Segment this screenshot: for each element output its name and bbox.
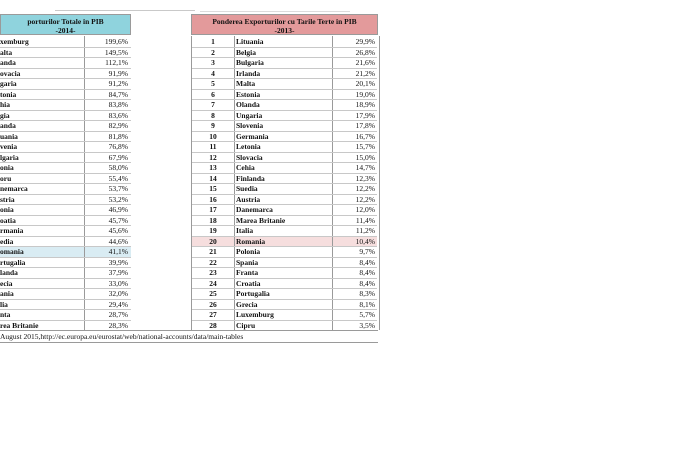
value-cell: 33,0% [108,278,128,288]
table-row [0,194,131,205]
rank-cell: 9 [192,120,235,131]
row-divider [192,267,377,268]
row-divider [0,152,131,153]
rank-cell: 5 [192,78,235,89]
row-divider [0,110,131,111]
value-cell: 53,2% [108,194,128,204]
country-cell: Belgia [236,47,333,58]
country-cell: Malta [236,78,333,89]
table-row [0,246,131,257]
value-cell: 3,5% [359,320,375,330]
top-rule [55,10,195,11]
country-cell: lgaria [0,152,85,163]
rank-cell: 25 [192,288,235,299]
row-divider [192,152,377,153]
country-cell: Spania [236,257,333,268]
table-row [0,57,131,68]
country-cell: uania [0,131,85,142]
value-cell: 28,7% [108,310,128,319]
value-cell: 91,9% [108,68,128,78]
value-cell: 199,6% [104,37,128,46]
country-cell: Letonia [236,141,333,152]
row-divider [0,320,131,321]
row-divider [0,225,131,226]
rank-cell: 14 [192,173,235,184]
row-divider [0,236,131,237]
country-cell: oru [0,173,85,184]
row-divider [192,204,377,205]
country-cell: Bulgaria [236,57,333,68]
row-divider [0,78,131,79]
row-divider [0,204,131,205]
value-cell: 76,8% [108,142,128,151]
value-cell: 45,6% [108,226,128,235]
row-divider [0,288,131,289]
table-row [192,225,377,236]
country-cell: ovacia [0,68,85,79]
rank-cell: 18 [192,215,235,226]
value-cell: 19,0% [355,89,375,99]
row-divider [192,257,377,258]
table-row [192,36,377,47]
table-row [192,68,377,79]
row-divider [0,131,131,132]
rank-cell: 19 [192,225,235,236]
row-divider [0,267,131,268]
row-divider [192,120,377,121]
third-country-exports-table [191,14,378,330]
value-cell: 12,2% [355,194,375,204]
total-exports-header [0,14,131,35]
table-row [0,68,131,79]
row-divider [192,288,377,289]
table-row [0,288,131,299]
table-row [0,99,131,110]
country-cell: nta [0,309,85,320]
top-rule-secondary [200,11,350,12]
value-cell: 12,2% [355,184,375,193]
rank-cell: 7 [192,99,235,110]
table-row [192,89,377,100]
row-divider [192,89,377,90]
table-row [192,320,377,331]
value-cell: 46,9% [108,205,128,214]
row-divider [192,99,377,100]
rank-cell: 2 [192,47,235,58]
country-cell: omania [0,246,85,257]
row-divider [192,131,377,132]
rank-cell: 17 [192,204,235,215]
total-exports-header-title: porturilor Totale in PIB [27,17,104,26]
value-cell: 21,6% [355,58,375,67]
table-row [192,267,377,278]
table-row [192,152,377,163]
value-cell: 45,7% [108,215,128,225]
table-row [0,183,131,194]
table-row [0,36,131,47]
country-cell: Romania [236,236,333,247]
value-cell: 21,2% [355,68,375,78]
row-divider [192,78,377,79]
row-divider [0,278,131,279]
table-row [192,215,377,226]
value-cell: 12,3% [355,173,375,183]
rank-cell: 27 [192,309,235,320]
country-cell: onia [0,204,85,215]
table-row [0,47,131,58]
value-cell: 44,6% [108,236,128,246]
total-exports-table [0,14,131,330]
row-divider [192,141,377,142]
total-exports-header-year: -2014- [55,26,76,35]
value-cell: 15,7% [355,142,375,151]
value-cell: 55,4% [108,173,128,183]
table-row [192,78,377,89]
value-cell: 8,1% [359,299,375,309]
row-divider [192,236,377,237]
value-cell: 12,0% [355,205,375,214]
row-divider [0,183,131,184]
table-row [0,309,131,320]
third-country-exports-header-title: Ponderea Exporturilor cu Tarile Terte in PIB [212,17,357,26]
country-cell: Estonia [236,89,333,100]
value-cell: 18,9% [355,100,375,109]
row-divider [0,173,131,174]
country-cell: Cehia [236,162,333,173]
value-cell: 83,8% [108,100,128,109]
value-cell: 10,4% [355,236,375,246]
value-cell: 8,3% [359,289,375,298]
table-row [0,120,131,131]
table-row [192,57,377,68]
country-cell: Italia [236,225,333,236]
country-cell: Marea Britanie [236,215,333,226]
rank-cell: 28 [192,320,235,331]
country-cell: oatia [0,215,85,226]
table-row [192,278,377,289]
value-cell: 26,8% [355,47,375,57]
value-cell: 81,8% [108,131,128,141]
table-row [192,236,377,247]
country-cell: hia [0,99,85,110]
country-cell: Suedia [236,183,333,194]
value-cell: 8,4% [359,257,375,267]
rank-cell: 11 [192,141,235,152]
country-cell: Franta [236,267,333,278]
table-row [0,110,131,121]
value-cell: 32,0% [108,289,128,298]
table-row [192,204,377,215]
value-cell: 20,1% [355,79,375,88]
rank-cell: 3 [192,57,235,68]
row-divider [192,162,377,163]
country-cell: Croatia [236,278,333,289]
table-row [192,246,377,257]
country-cell: Irlanda [236,68,333,79]
country-cell: Danemarca [236,204,333,215]
table-row [192,47,377,58]
country-cell: Slovenia [236,120,333,131]
table-row [0,141,131,152]
country-cell: alta [0,47,85,58]
table-row [192,131,377,142]
value-cell: 11,4% [355,215,375,225]
row-divider [192,47,377,48]
rank-cell: 21 [192,246,235,257]
table-row [0,215,131,226]
country-cell: xemburg [0,36,85,47]
row-divider [0,68,131,69]
table-row [0,78,131,89]
table-row [0,225,131,236]
country-cell: stria [0,194,85,205]
table-row [192,288,377,299]
country-cell: Polonia [236,246,333,257]
rank-cell: 23 [192,267,235,278]
table-row [0,257,131,268]
country-cell: Portugalia [236,288,333,299]
table-row [0,152,131,163]
row-divider [192,320,377,321]
value-cell: 53,7% [108,184,128,193]
rank-cell: 26 [192,299,235,310]
table-row [192,194,377,205]
country-cell: Luxemburg [236,309,333,320]
table-row [192,309,377,320]
value-cell: 15,0% [355,152,375,162]
row-divider [0,246,131,247]
country-cell: Grecia [236,299,333,310]
country-cell: ania [0,288,85,299]
country-cell: Austria [236,194,333,205]
value-cell: 17,8% [355,121,375,130]
country-cell: ecia [0,278,85,289]
value-cell: 67,9% [108,152,128,162]
rank-cell: 15 [192,183,235,194]
row-divider [0,141,131,142]
value-cell: 91,2% [108,79,128,88]
row-divider [192,299,377,300]
value-cell: 37,9% [108,268,128,277]
total-exports-rows [0,36,131,330]
rank-cell: 13 [192,162,235,173]
row-divider [0,257,131,258]
country-cell: rmania [0,225,85,236]
country-cell: landa [0,267,85,278]
table-row [192,257,377,268]
value-cell: 83,6% [108,110,128,120]
country-cell: anda [0,120,85,131]
country-cell: edia [0,236,85,247]
country-cell: nemarca [0,183,85,194]
table-row [192,162,377,173]
third-country-exports-header [191,14,378,35]
table-row [0,267,131,278]
rank-cell: 24 [192,278,235,289]
country-cell: venia [0,141,85,152]
row-divider [0,215,131,216]
table-row [0,299,131,310]
row-divider [0,89,131,90]
value-cell: 11,2% [355,226,375,235]
row-divider [0,47,131,48]
row-divider [0,309,131,310]
country-cell: Finlanda [236,173,333,184]
table-row [192,299,377,310]
rank-cell: 20 [192,236,235,247]
source-note: August 2015,http://ec.europa.eu/eurostat/web/national-accounts/data/main-tables [0,330,378,343]
country-cell: onia [0,162,85,173]
third-country-exports-rows [191,36,380,330]
country-cell: rea Britanie [0,320,85,331]
value-cell: 8,4% [359,268,375,277]
table-row [0,320,131,331]
row-divider [0,120,131,121]
row-divider [192,215,377,216]
rank-cell: 10 [192,131,235,142]
row-divider [0,194,131,195]
row-divider [192,225,377,226]
value-cell: 58,0% [108,163,128,172]
value-cell: 16,7% [355,131,375,141]
value-cell: 14,7% [355,163,375,172]
country-cell: lia [0,299,85,310]
rank-cell: 22 [192,257,235,268]
country-cell: garia [0,78,85,89]
rank-cell: 8 [192,110,235,121]
country-cell: anda [0,57,85,68]
rank-cell: 1 [192,36,235,47]
table-row [0,278,131,289]
table-row [0,89,131,100]
row-divider [192,173,377,174]
value-cell: 82,9% [108,121,128,130]
country-cell: Slovacia [236,152,333,163]
country-cell: gia [0,110,85,121]
table-row [192,110,377,121]
value-cell: 28,3% [108,320,128,330]
row-divider [192,68,377,69]
rank-cell: 6 [192,89,235,100]
country-cell: tonia [0,89,85,100]
table-row [192,141,377,152]
table-row [0,131,131,142]
value-cell: 17,9% [355,110,375,120]
row-divider [0,299,131,300]
rank-cell: 16 [192,194,235,205]
country-cell: Ungaria [236,110,333,121]
value-cell: 29,9% [355,37,375,46]
table-row [192,99,377,110]
row-divider [192,246,377,247]
value-cell: 29,4% [108,299,128,309]
table-row [0,162,131,173]
value-cell: 39,9% [108,257,128,267]
country-cell: Olanda [236,99,333,110]
row-divider [0,57,131,58]
row-divider [192,57,377,58]
value-cell: 41,1% [108,247,128,256]
table-row [192,120,377,131]
row-divider [0,99,131,100]
table-row [0,204,131,215]
rank-cell: 4 [192,68,235,79]
third-country-exports-header-year: -2013- [274,26,295,35]
row-divider [192,278,377,279]
row-divider [192,110,377,111]
table-row [0,236,131,247]
value-cell: 8,4% [359,278,375,288]
country-cell: Cipru [236,320,333,331]
value-cell: 84,7% [108,89,128,99]
row-divider [192,309,377,310]
country-cell: rtugalia [0,257,85,268]
row-divider [192,183,377,184]
value-cell: 149,5% [104,47,128,57]
country-cell: Germania [236,131,333,142]
row-divider [192,194,377,195]
table-row [192,183,377,194]
table-row [0,173,131,184]
table-row [192,173,377,184]
row-divider [0,162,131,163]
value-cell: 9,7% [359,247,375,256]
country-cell: Lituania [236,36,333,47]
rank-cell: 12 [192,152,235,163]
value-cell: 112,1% [105,58,128,67]
value-cell: 5,7% [359,310,375,319]
